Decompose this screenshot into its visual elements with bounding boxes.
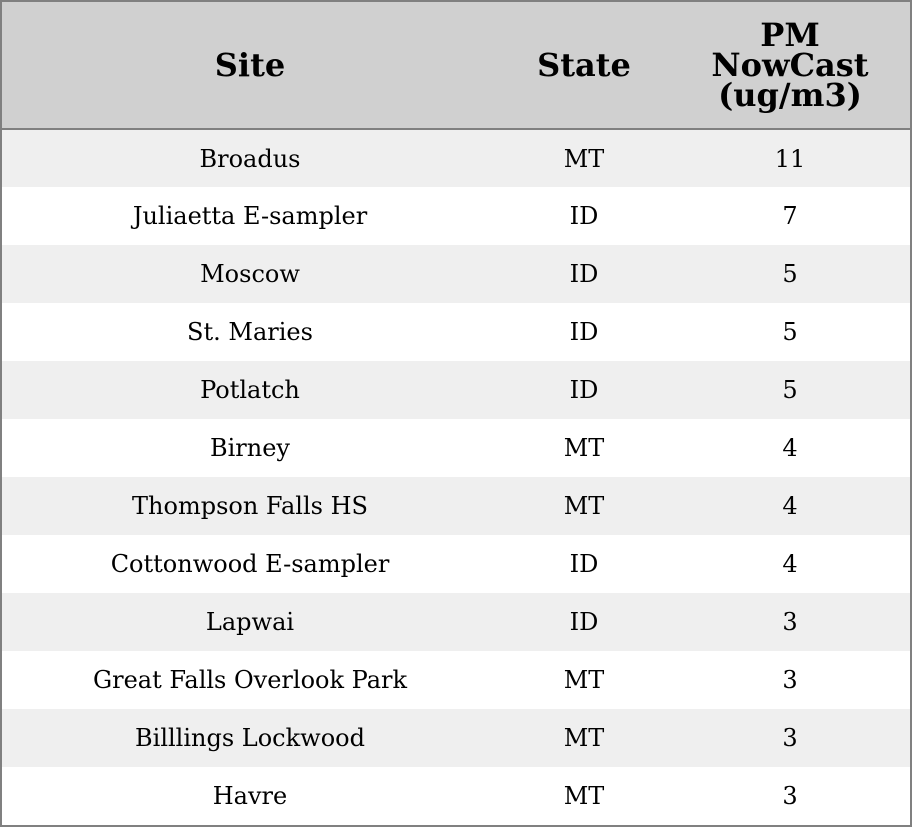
cell-state: ID xyxy=(569,202,599,230)
cell-site: Moscow xyxy=(200,260,300,288)
table-row xyxy=(2,361,910,419)
header-pm-line-1: PM xyxy=(760,16,820,54)
cell-site: Broadus xyxy=(199,144,301,173)
header-pm-line-2: NowCast xyxy=(711,46,869,84)
table-row xyxy=(2,651,910,709)
table-row xyxy=(2,767,910,825)
table-row xyxy=(2,129,910,187)
header-pm-nowcast xyxy=(670,2,910,129)
cell-state: MT xyxy=(563,434,605,462)
cell-state: ID xyxy=(569,318,599,346)
cell-state: MT xyxy=(563,666,605,694)
table-body xyxy=(2,129,910,825)
cell-pm-value: 4 xyxy=(782,434,798,462)
cell-pm-value: 11 xyxy=(774,144,806,173)
table-row xyxy=(2,419,910,477)
cell-state: ID xyxy=(569,608,599,636)
cell-state: ID xyxy=(569,260,599,288)
cell-pm-value: 3 xyxy=(782,724,798,752)
cell-pm-value: 4 xyxy=(782,492,798,520)
cell-pm-value: 5 xyxy=(782,376,798,404)
table-row xyxy=(2,187,910,245)
table-row xyxy=(2,709,910,767)
cell-state: MT xyxy=(563,724,605,752)
table-row xyxy=(2,535,910,593)
pm-nowcast-table xyxy=(2,2,910,825)
cell-state: ID xyxy=(569,550,599,578)
cell-pm-value: 3 xyxy=(782,782,798,810)
cell-site: Billlings Lockwood xyxy=(135,724,365,752)
cell-site: Lapwai xyxy=(205,608,295,636)
cell-site: Potlatch xyxy=(200,376,300,404)
header-site: Site xyxy=(2,2,498,129)
cell-pm-value: 5 xyxy=(782,318,798,346)
table-header xyxy=(2,2,910,129)
cell-site: Havre xyxy=(212,782,288,810)
table-row xyxy=(2,593,910,651)
header-pm-line-3: (ug/m3) xyxy=(718,76,862,114)
cell-pm-value: 3 xyxy=(782,608,798,636)
cell-site: St. Maries xyxy=(187,318,313,346)
table-row xyxy=(2,245,910,303)
cell-pm-value: 7 xyxy=(782,202,798,230)
cell-pm-value: 3 xyxy=(782,666,798,694)
table-row xyxy=(2,477,910,535)
cell-pm-value: 4 xyxy=(782,550,798,578)
header-state: State xyxy=(498,2,670,129)
cell-pm-value: 5 xyxy=(782,260,798,288)
cell-state: MT xyxy=(563,782,605,810)
cell-site: Thompson Falls HS xyxy=(132,492,368,520)
cell-site: Birney xyxy=(209,434,290,462)
cell-site: Cottonwood E-sampler xyxy=(110,550,390,578)
header-row xyxy=(2,2,910,129)
table-row xyxy=(2,303,910,361)
cell-state: MT xyxy=(563,492,605,520)
cell-site: Juliaetta E-sampler xyxy=(132,202,368,230)
cell-site: Great Falls Overlook Park xyxy=(92,666,408,694)
cell-state: ID xyxy=(569,376,599,404)
cell-state: MT xyxy=(563,144,605,173)
